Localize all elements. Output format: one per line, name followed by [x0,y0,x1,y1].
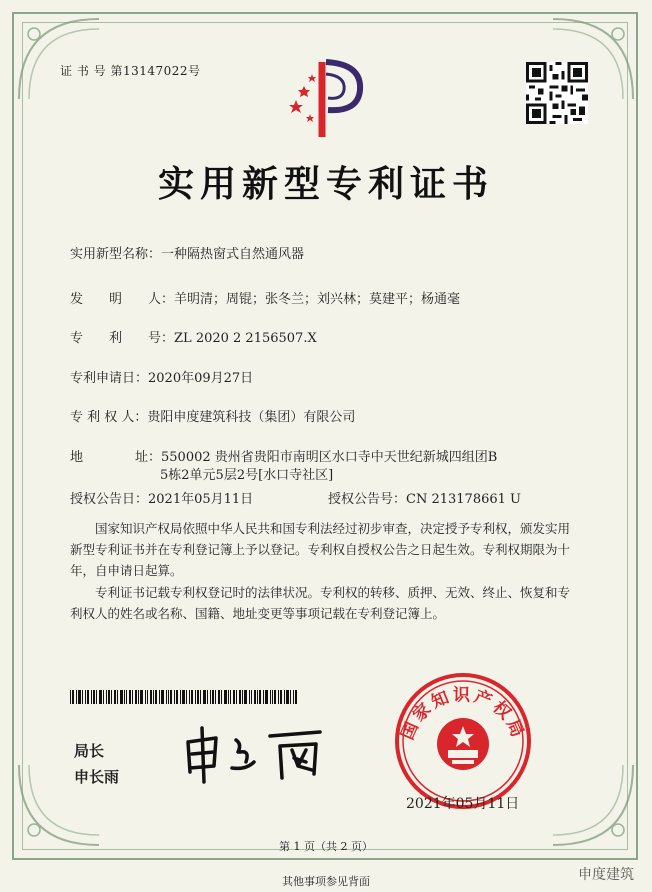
field-label: 专 利 号： [70,331,175,346]
field-value: 贵阳申度建筑科技（集团）有限公司 [147,410,356,425]
field-inventors [70,288,460,307]
field-grant-date [70,488,253,507]
handwritten-signature [180,722,330,786]
field-utility-model-name [70,243,304,262]
field-address [70,446,497,465]
field-label: 授权公告号： [328,492,407,507]
field-value: 羊明清；周锟；张冬兰；刘兴林；莫建平；杨通毫 [174,292,461,307]
field-value: 550002 贵州省贵阳市南明区水口寺中天世纪新城四组团B [161,450,498,465]
field-value: 2020年09月27日 [148,371,254,386]
field-grant-number [328,488,521,507]
field-value: CN 213178661 U [406,492,521,507]
field-label: 专 利 权 人： [70,410,148,425]
field-value: 一种隔热窗式自然通风器 [161,247,305,262]
field-patentee [70,406,355,425]
field-label: 实用新型名称： [70,247,162,262]
field-patent-number [70,327,317,346]
svg-text:国家知识产权局: 国家知识产权局 [397,685,529,743]
barcode [70,690,298,704]
legal-paragraph: 专利证书记载专利权登记时的法律状况。专利权的转移、质押、无效、终止、恢复和专利权人的姓名或名称、国籍、地址变更等事项记载在专利登记簿上。 [70,585,571,621]
signature-title: 局长 [74,742,105,760]
footer-note: 其他事项参见背面 [282,875,370,888]
corner-ornament-bottom-right [548,760,638,850]
corner-ornament-top-left [14,14,104,104]
field-label: 授权公告日： [70,492,149,507]
field-address-line2: 5栋2单元5层2号[水口寺社区] [160,468,334,483]
field-label: 专利申请日： [70,371,149,386]
qr-code [526,62,588,124]
field-label: 地 址： [70,450,162,465]
field-label: 发 明 人： [70,292,175,307]
certificate-number: 证 书 号 第13147022号 [60,64,201,78]
field-filing-date [70,367,253,386]
page-number: 第 1 页（共 2 页） [279,840,373,853]
patent-office-logo [282,52,372,142]
official-seal [392,670,534,812]
signature-name: 申长雨 [74,768,120,786]
certificate-title: 实用新型专利证书 [157,163,494,205]
field-value: ZL 2020 2 2156507.X [174,331,317,346]
field-value: 2021年05月11日 [148,492,254,507]
watermark: 申度建筑 [578,867,634,883]
seal-date: 2021年05月11日 [406,796,520,812]
legal-paragraph: 国家知识产权局依照中华人民共和国专利法经过初步审查，决定授予专利权，颁发实用新型专利证书并在专利登记簿上予以登记。专利权自授权公告之日起生效。专利权期限为十年，自申请日起算。 [70,521,571,578]
